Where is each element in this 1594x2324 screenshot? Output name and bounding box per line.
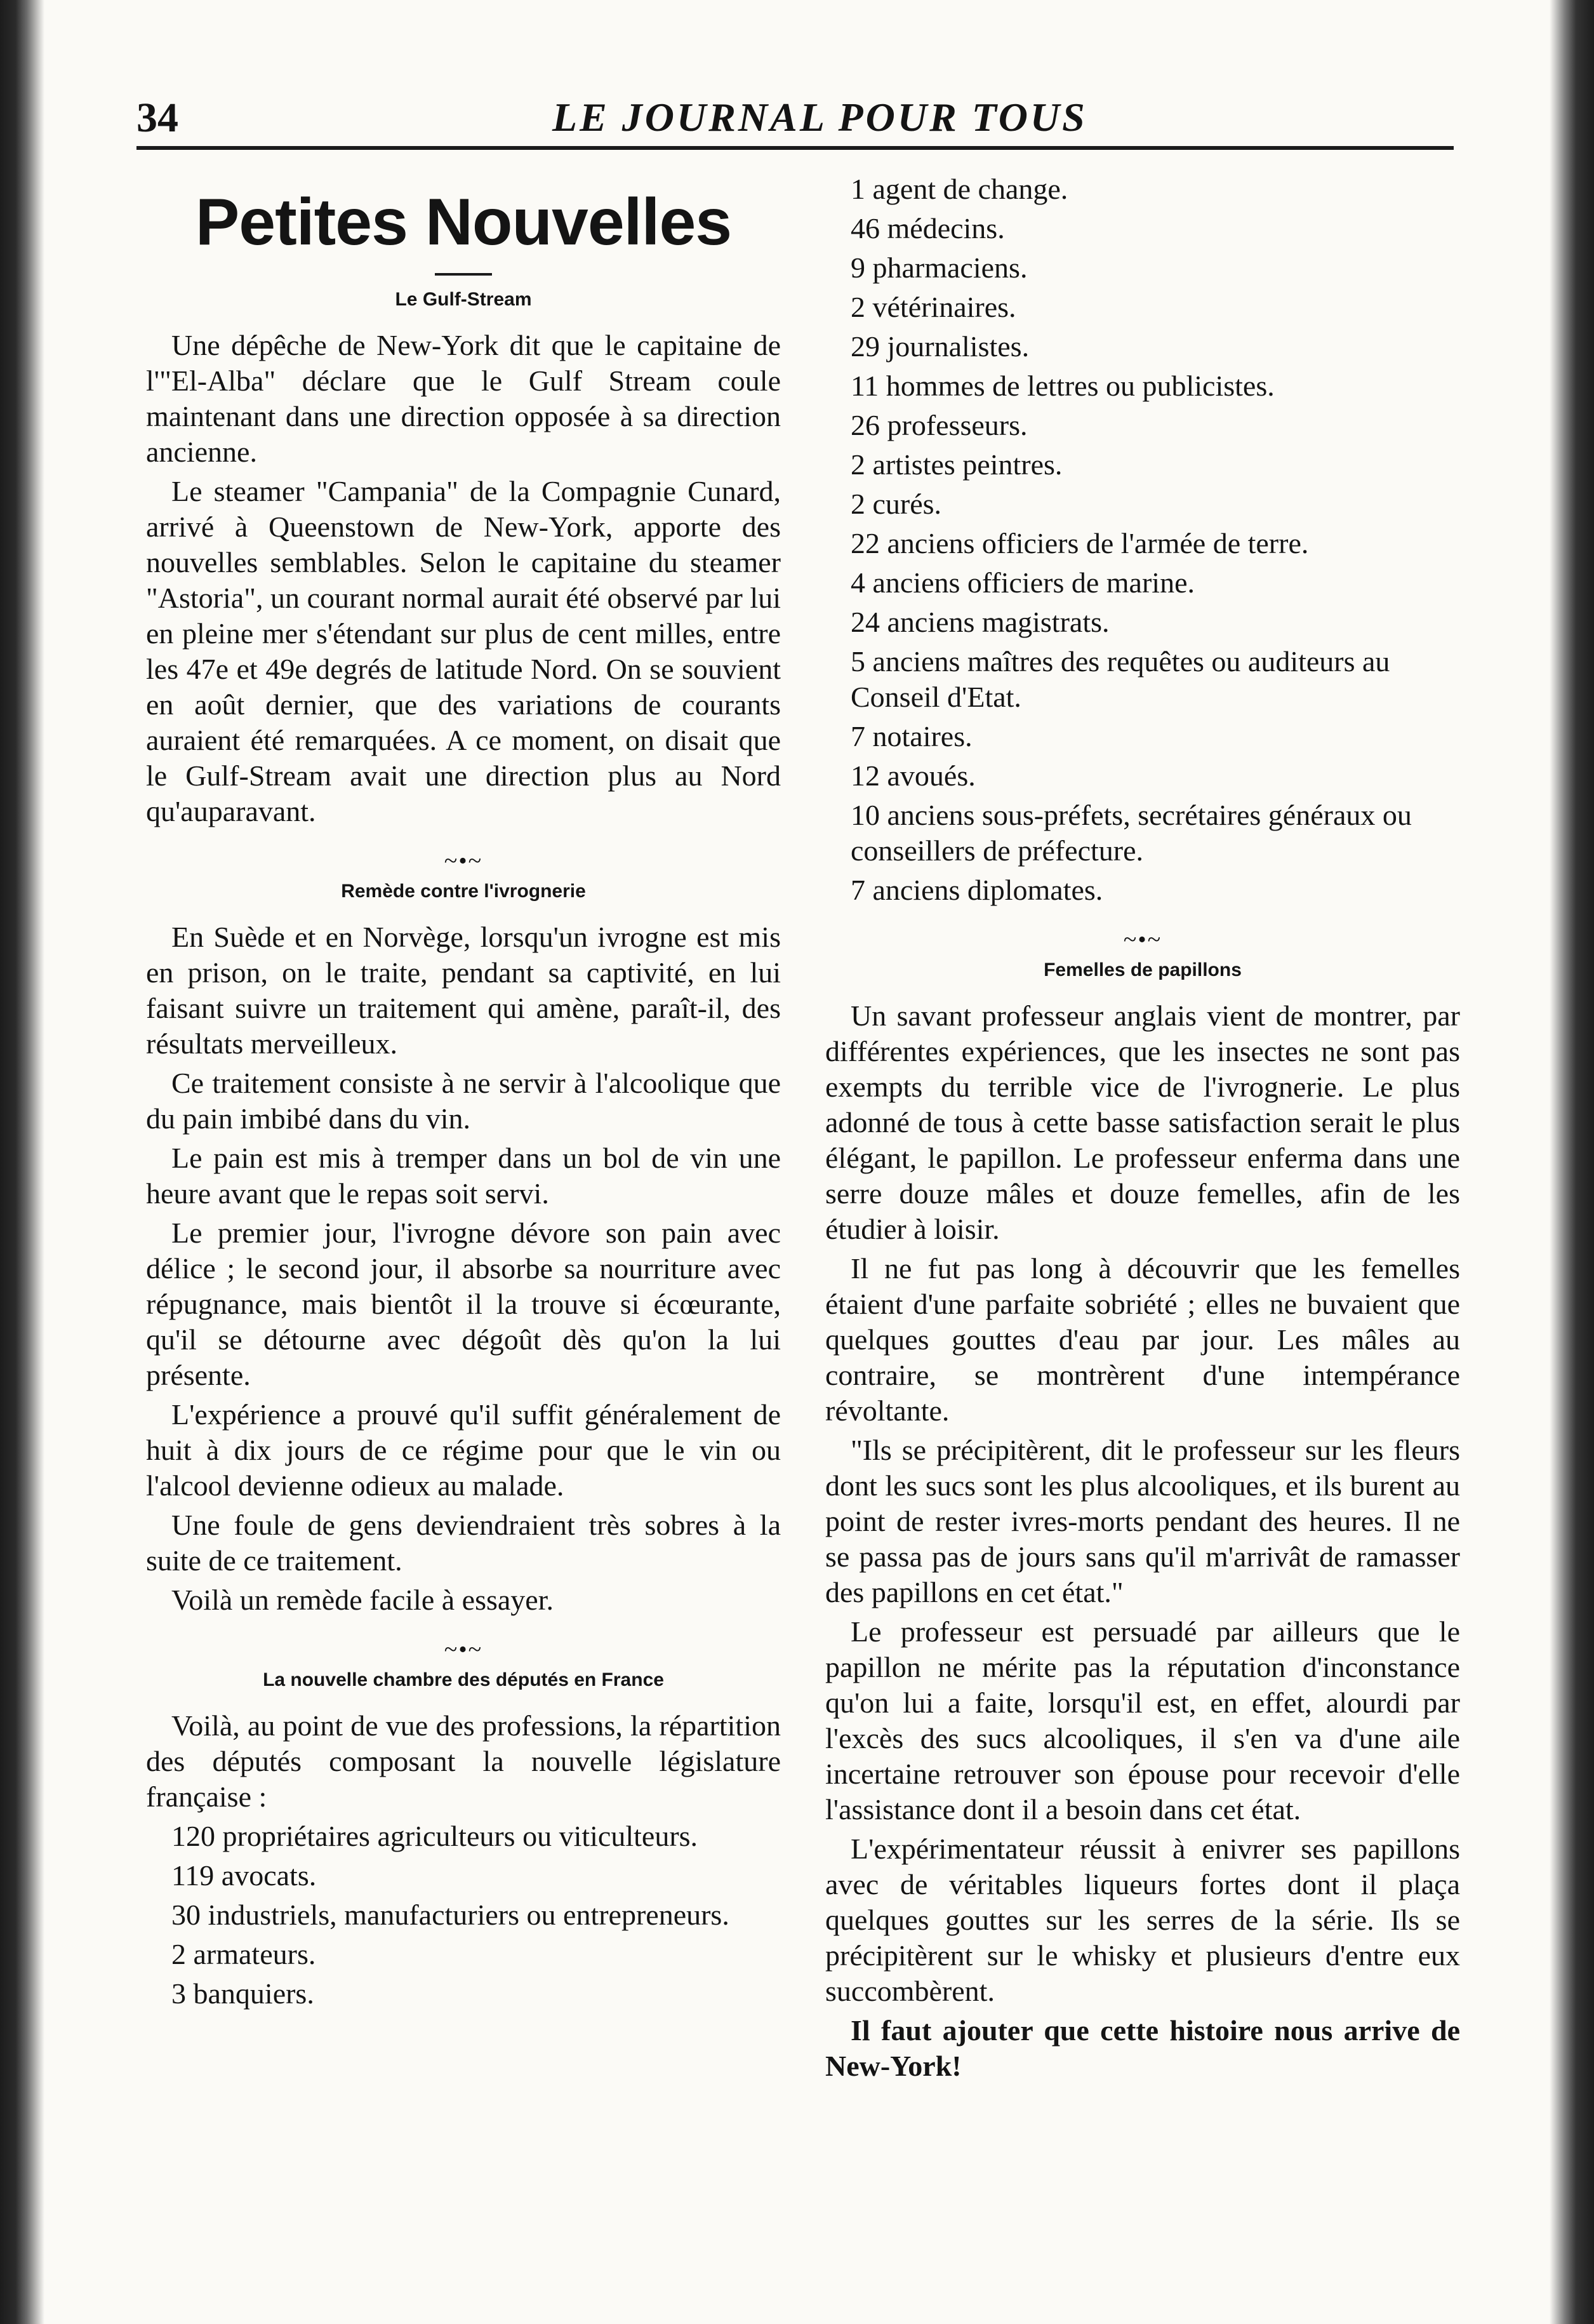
papillons-paragraph: Le professeur est persuadé par ailleurs que le papillon ne mérite pas la réputation d'inconstance qu'on lui a faite, lorsqu'il est, en effet, alourdi par l'excès des sucs alcooliques, il s'en va d'une aile incertaine retrouver son épouse pour recevoir d'elle l'assistance dont il a besoin dans cet état. (825, 1615, 1460, 1826)
ivrognerie-paragraph: Voilà un remède facile à essayer. (171, 1584, 554, 1616)
ivrognerie-paragraph: Le premier jour, l'ivrogne dévore son pain avec délice ; le second jour, il absorbe sa nourriture avec répugnance, mais bientôt il la trouve si écœurante, qu'il se détourne avec dégoût dès qu'on la lui présente. (146, 1217, 781, 1391)
section-ornament: ~•~ (444, 848, 483, 874)
list-item: 7 anciens diplomates. (851, 874, 1103, 906)
list-item: 10 anciens sous-préfets, secrétaires généraux ou conseillers de préfecture. (851, 799, 1412, 867)
right-column (825, 171, 1460, 2088)
section-ornament: ~•~ (444, 1636, 483, 1663)
list-item: 22 anciens officiers de l'armée de terre. (851, 527, 1309, 559)
page-number: 34 (136, 95, 178, 141)
papillons-paragraph: "Ils se précipitèrent, dit le professeur sur les fleurs dont les sucs sont les plus alcooliques, et ils burent au point de rester ivres-morts pendant des heures. Il ne se passa pas de jours sans qu'il m'arrivât de ramasser des papillons en cet état." (825, 1434, 1460, 1608)
scan-edge-left (0, 0, 44, 2324)
list-item: 2 armateurs. (171, 1938, 316, 1970)
papillons-closing: Il faut ajouter que cette histoire nous arrive de New-York! (825, 2014, 1460, 2082)
list-item: 26 professeurs. (851, 409, 1028, 441)
list-item: 3 banquiers. (171, 1977, 314, 2010)
list-item: 29 journalistes. (851, 330, 1030, 363)
list-item: 12 avoués. (851, 759, 976, 792)
list-item: 2 vétérinaires. (851, 291, 1016, 323)
list-item: 119 avocats. (171, 1859, 317, 1892)
heading-papillons: Femelles de papillons (1044, 959, 1242, 980)
list-item: 30 industriels, manufacturiers ou entrepreneurs. (171, 1899, 729, 1931)
list-item: 7 notaires. (851, 720, 973, 752)
list-item: 11 hommes de lettres ou publicistes. (851, 370, 1275, 402)
ivrognerie-paragraph: Une foule de gens deviendraient très sobres à la suite de ce traitement. (146, 1509, 781, 1577)
section-ornament: ~•~ (1123, 926, 1162, 953)
gulf-paragraph: Une dépêche de New-York dit que le capitaine de l'"El-Alba" déclare que le Gulf Stream coule maintenant dans une direction opposée à sa direction ancienne. (146, 329, 781, 468)
left-column (146, 171, 781, 2015)
list-item: 2 curés. (851, 488, 942, 520)
ivrognerie-paragraph: En Suède et en Norvège, lorsqu'un ivrogne est mis en prison, on le traite, pendant sa captivité, en lui faisant suivre un traitement qui amène, paraît-il, des résultats merveilleux. (146, 921, 781, 1060)
ivrognerie-paragraph: Le pain est mis à tremper dans un bol de vin une heure avant que le repas soit servi. (146, 1142, 781, 1210)
list-item: 1 agent de change. (851, 173, 1068, 205)
page-header (136, 89, 1454, 150)
list-item: 2 artistes peintres. (851, 448, 1063, 481)
list-item: 5 anciens maîtres des requêtes ou auditeurs au Conseil d'Etat. (851, 645, 1390, 713)
page-title: Petites Nouvelles (195, 185, 732, 259)
chambre-intro: Voilà, au point de vue des professions, la répartition des députés composant la nouvelle législature française : (146, 1709, 781, 1813)
ivrognerie-paragraph: L'expérience a prouvé qu'il suffit généralement de huit à dix jours de ce régime pour que le vin ou l'alcool devienne odieux au malade. (146, 1398, 781, 1502)
journal-title: LE JOURNAL POUR TOUS (552, 95, 1087, 140)
heading-gulf-stream: Le Gulf-Stream (395, 289, 532, 310)
ivrognerie-paragraph: Ce traitement consiste à ne servir à l'alcoolique que du pain imbibé dans du vin. (146, 1067, 781, 1135)
papillons-paragraph: Il ne fut pas long à découvrir que les femelles étaient d'une parfaite sobriété ; elles ne buvaient que quelques gouttes d'eau par jour. Les mâles au contraire, se montrèrent d'une intempérance révoltante. (825, 1252, 1460, 1427)
papillons-paragraph: Un savant professeur anglais vient de montrer, par différentes expériences, que les insectes ne sont pas exempts du terrible vice de l'ivrognerie. Le plus adonné de tous à cette basse satisfaction serait le plus élégant, le papillon. Le professeur enferma dans une serre douze mâles et douze femelles, afin de les étudier à loisir. (825, 999, 1460, 1245)
title-rule (435, 273, 492, 276)
gulf-paragraph: Le steamer "Campania" de la Compagnie Cunard, arrivé à Queenstown de New-York, apporte des nouvelles semblables. Selon le capitaine du steamer "Astoria", un courant normal aurait été observé par lui en pleine mer s'étendant sur plus de cent milles, entre les 47e et 49e degrés de latitude Nord. On se souvient en août dernier, que des variations de courants auraient été remarquées. A ce moment, on disait que le Gulf-Stream avait une direction plus au Nord qu'auparavant. (146, 475, 781, 827)
list-item: 9 pharmaciens. (851, 251, 1028, 284)
scan-edge-right (1550, 0, 1594, 2324)
list-item: 24 anciens magistrats. (851, 606, 1110, 638)
list-item: 120 propriétaires agriculteurs ou viticulteurs. (171, 1820, 698, 1852)
list-item: 46 médecins. (851, 212, 1005, 244)
list-item: 4 anciens officiers de marine. (851, 566, 1195, 599)
papillons-paragraph: L'expérimentateur réussit à enivrer ses papillons avec de véritables liqueurs fortes dont il plaça quelques gouttes sur les serres de la série. Ils se précipitèrent sur le whisky et plusieurs d'entre eux succombèrent. (825, 1833, 1460, 2007)
heading-ivrognerie: Remède contre l'ivrognerie (341, 881, 586, 902)
heading-chambre-deputes: La nouvelle chambre des députés en France (263, 1669, 664, 1690)
